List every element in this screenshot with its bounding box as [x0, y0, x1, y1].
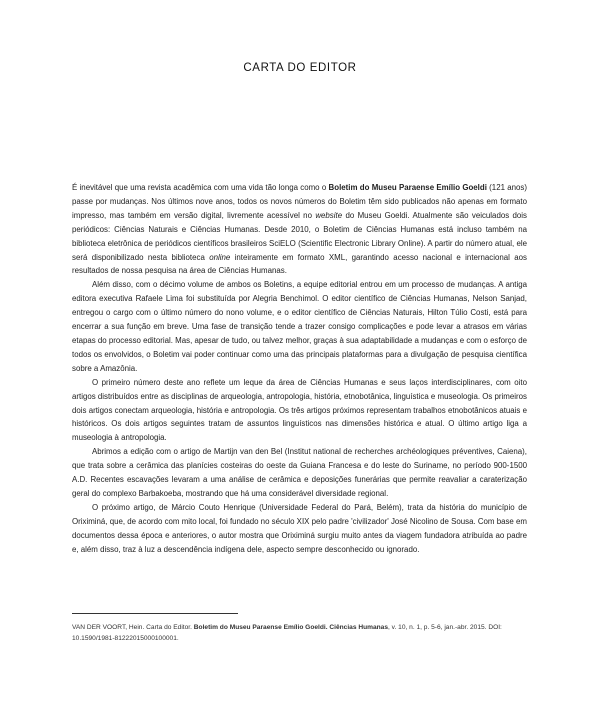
- journal-title-bold: Boletim do Museu Paraense Emílio Goeldi: [328, 183, 487, 192]
- website-italic: website: [315, 210, 343, 220]
- online-italic: online: [209, 252, 231, 262]
- paragraph-first-article: Abrimos a edição com o artigo de Martijn van den Bel (Institut national de recherches archéologiques préventives, Caiena), que trata sobre a cerâmica das planícies costeiras do oeste da Guiana Francesa e do leste do Suriname, no período 900-1500 A.D. Recentes escavações levaram a uma análise de cerâmica e deposições funerárias que permite reavaliar a caraterização geral do complexo Barbakoeba, mostrando que há uma considerável diversidade regional.: [72, 447, 527, 498]
- paragraph-editorial-changes: Além disso, com o décimo volume de ambos os Boletins, a equipe editorial entrou em um processo de mudanças. A antiga editora executiva Rafaele Lima foi substituída por Alegria Benchimol. O editor científico de Ciências Humanas, Nelson Sanjad, entregou o cargo com o último número do nono volume, e o editor científico de Ciências Naturais, Hilton Túlio Costi, está para encerrar a sua função em breve. Uma fase de transição tende a trazer consigo complicações e pode levar a atrasos em várias etapas do processo editorial. Mas, apesar de tudo, ou talvez melhor, graças à sua adaptabilidade a mudanças e com o esforço de todos os envolvidos, o Boletim vai poder continuar como uma das principais plataformas para a divulgação de pesquisa científica sobre a Amazônia.: [72, 280, 527, 373]
- footnote-divider: [72, 613, 238, 614]
- page-title: CARTA DO EDITOR: [243, 62, 357, 74]
- paragraph-issue-overview: O primeiro número deste ano reflete um leque da área de Ciências Humanas e seus laços interdisciplinares, com oito artigos distribuídos entre as disciplinas de arqueologia, antropologia, história, etnobotânica, linguística e museologia. Os primeiros dois artigos conectam arqueologia, história e antropologia. Os três artigos próximos representam trabalhos etnobotânicos atuais e históricos. Os dois artigos seguintes tratam de assuntos linguísticos nas dimensões histórica e atual. O último artigo liga a museologia à antropologia.: [72, 377, 527, 443]
- citation-journal-bold: Boletim do Museu Paraense Emílio Goeldi. Ciências Humanas: [193, 624, 389, 631]
- editorial-body: [72, 181, 527, 556]
- paragraph-intro: É inevitável que uma revista acadêmica com uma vida tão longa como o Boletim do Museu Paraense Emílio Goeldi (121 anos) passe por mudanças. Nos últimos nove anos, todos os novos números do Boletim têm sido publicados não apenas em formato impresso, mas também em versão digital, livremente acessível no website do Museu Goeldi. Atualmente são veiculados dois periódicos: Ciências Naturais e Ciências Humanas. Desde 2010, o Boletim de Ciências Humanas está incluso também na biblioteca eletrônica de periódicos científicos brasileiros SciELO (Scientific Electronic Library Online). A partir do número atual, ele será disponibilizado nesta biblioteca online inteiramente em formato XML, garantindo acesso nacional e internacional aos resultados de nossa pesquisa na área de Ciências Humanas.: [72, 183, 528, 276]
- citation-footnote: VAN DER VOORT, Hein. Carta do Editor. Boletim do Museu Paraense Emílio Goeldi. Ciências Humanas, v. 10, n. 1, p. 5-6, jan.-abr. 2015. DOI: 10.1590/1981-81222015000100001.: [72, 624, 502, 642]
- paragraph-second-article: O próximo artigo, de Márcio Couto Henrique (Universidade Federal do Pará, Belém), trata da história do município de Oriximiná, que, de acordo com mito local, foi fundado no século XIX pelo padre 'civilizador' José Nicolino de Sousa. Com base em documentos dessa época e anteriores, o autor mostra que Oriximiná surgiu muito antes da viagem fundadora atribuída ao padre e, além disso, traz à luz a descendência indígena dele, aspecto sempre desconhecido ou ignorado.: [72, 502, 527, 554]
